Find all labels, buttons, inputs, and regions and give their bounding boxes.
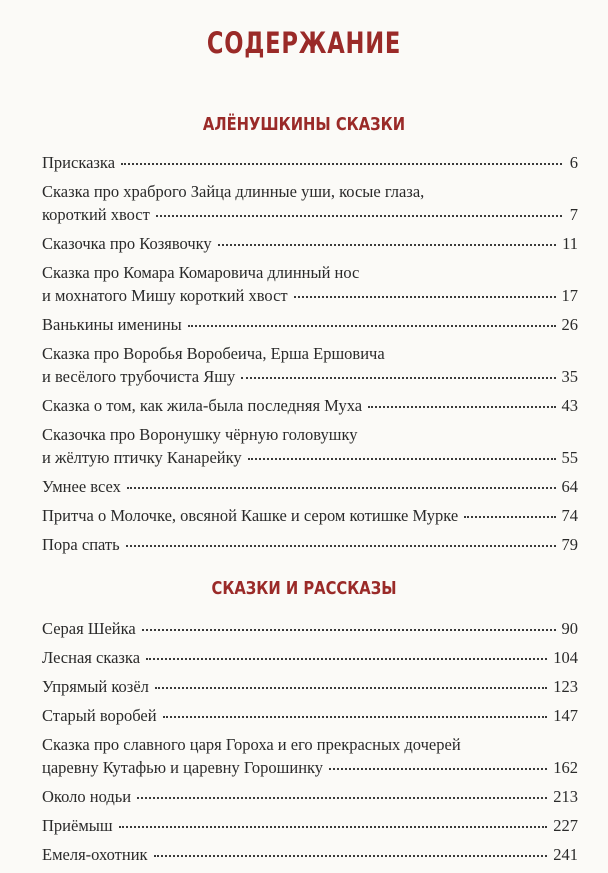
toc-entry-page-number: 35 [561,367,578,386]
dot-leader [329,767,547,770]
toc-entry-page-number: 17 [561,286,578,305]
toc-entry-title-line: Сказочка про Воронушку чёрную головушку [42,425,358,444]
toc-entry-page-number: 6 [569,153,578,172]
toc-entry-title-line: Присказка [42,153,116,172]
toc-entry-title-line: царевну Кутафью и царевну Горошинку [42,758,324,777]
section-title-tales-stories: СКАЗКИ И РАССКАЗЫ [211,578,397,599]
toc-entry[interactable] [42,261,578,307]
toc-entry-page-number: 227 [553,816,578,835]
toc-entry-page-number: 213 [553,787,578,806]
toc-entry[interactable] [42,617,578,640]
toc-entry[interactable] [42,843,578,866]
toc-entry-title-line: Сказка про славного царя Гороха и его прекрасных дочерей [42,735,461,754]
toc-entry[interactable] [42,394,578,417]
toc-entry-page-number: 26 [561,315,578,334]
toc-entry[interactable] [42,814,578,837]
dot-leader [241,376,555,379]
toc-entry-title-line: Около нодьи [42,787,132,806]
toc-list-alenushka [42,151,578,562]
toc-entry-page-number: 147 [553,706,578,725]
toc-entry-page-number: 7 [569,205,578,224]
dot-leader [464,515,555,518]
toc-entry[interactable] [42,733,578,779]
toc-entry-title-line: Емеля-охотник [42,845,148,864]
section-title-alenushka: АЛЁНУШКИНЫ СКАЗКИ [202,114,406,135]
toc-entry-page-number: 123 [553,677,578,696]
toc-entry-page-number: 90 [561,619,578,638]
dot-leader [121,162,562,165]
toc-entry-page-number: 162 [553,758,578,777]
toc-entry[interactable] [42,646,578,669]
toc-entry-page-number: 55 [561,448,578,467]
dot-leader [248,457,556,460]
toc-entry-title-line: Лесная сказка [42,648,141,667]
dot-leader [127,486,556,489]
toc-entry[interactable] [42,423,578,469]
dot-leader [126,544,556,547]
toc-entry-title-line: и весёлого трубочиста Яшу [42,367,236,386]
toc-entry[interactable] [42,180,578,226]
dot-leader [368,405,555,408]
toc-entry[interactable] [42,313,578,336]
page-title: СОДЕРЖАНИЕ [206,26,402,60]
toc-entry[interactable] [42,151,578,174]
toc-entry[interactable] [42,675,578,698]
dot-leader [155,686,547,689]
toc-entry-page-number: 11 [562,234,578,253]
dot-leader [163,715,548,718]
toc-entry-title-line: Сказка про храброго Зайца длинные уши, косые глаза, [42,182,425,201]
toc-entry-title-line: Сказка о том, как жила-была последняя Муха [42,396,363,415]
dot-leader [188,324,556,327]
toc-entry[interactable] [42,342,578,388]
toc-entry-title-line: Старый воробей [42,706,157,725]
toc-entry-title-line: Приёмыш [42,816,113,835]
dot-leader [294,295,556,298]
toc-entry-title-line: Умнее всех [42,477,121,496]
toc-entry-title-line: Сказка про Воробья Воробеича, Ерша Ершовича [42,344,385,363]
toc-entry-title-line: Упрямый козёл [42,677,149,696]
dot-leader [146,657,547,660]
dot-leader [119,825,548,828]
dot-leader [142,628,556,631]
toc-entry[interactable] [42,533,578,556]
toc-entry-title-line: и мохнатого Мишу короткий хвост [42,286,288,305]
toc-entry-page-number: 43 [561,396,578,415]
toc-entry-page-number: 104 [553,648,578,667]
toc-list-tales-stories [42,617,578,872]
toc-entry-title-line: Серая Шейка [42,619,136,638]
toc-entry[interactable] [42,785,578,808]
toc-entry-title-line: и жёлтую птичку Канарейку [42,448,242,467]
toc-entry[interactable] [42,475,578,498]
toc-entry-page-number: 241 [553,845,578,864]
dot-leader [137,796,547,799]
toc-entry-title-line: Сказка про Комара Комаровича длинный нос [42,263,360,282]
toc-entry-title-line: Пора спать [42,535,120,554]
toc-entry[interactable] [42,504,578,527]
toc-entry-title-line: Притча о Молочке, овсяной Кашке и сером котишке Мурке [42,506,459,525]
dot-leader [154,854,548,857]
dot-leader [156,214,562,217]
toc-entry-title-line: Ванькины именины [42,315,182,334]
toc-entry-page-number: 79 [561,535,578,554]
toc-entry-page-number: 64 [561,477,578,496]
dot-leader [218,243,556,246]
toc-entry-title-line: Сказочка про Козявочку [42,234,212,253]
toc-entry[interactable] [42,704,578,727]
toc-entry-title-line: короткий хвост [42,205,150,224]
toc-entry-page-number: 74 [561,506,578,525]
toc-entry[interactable] [42,232,578,255]
